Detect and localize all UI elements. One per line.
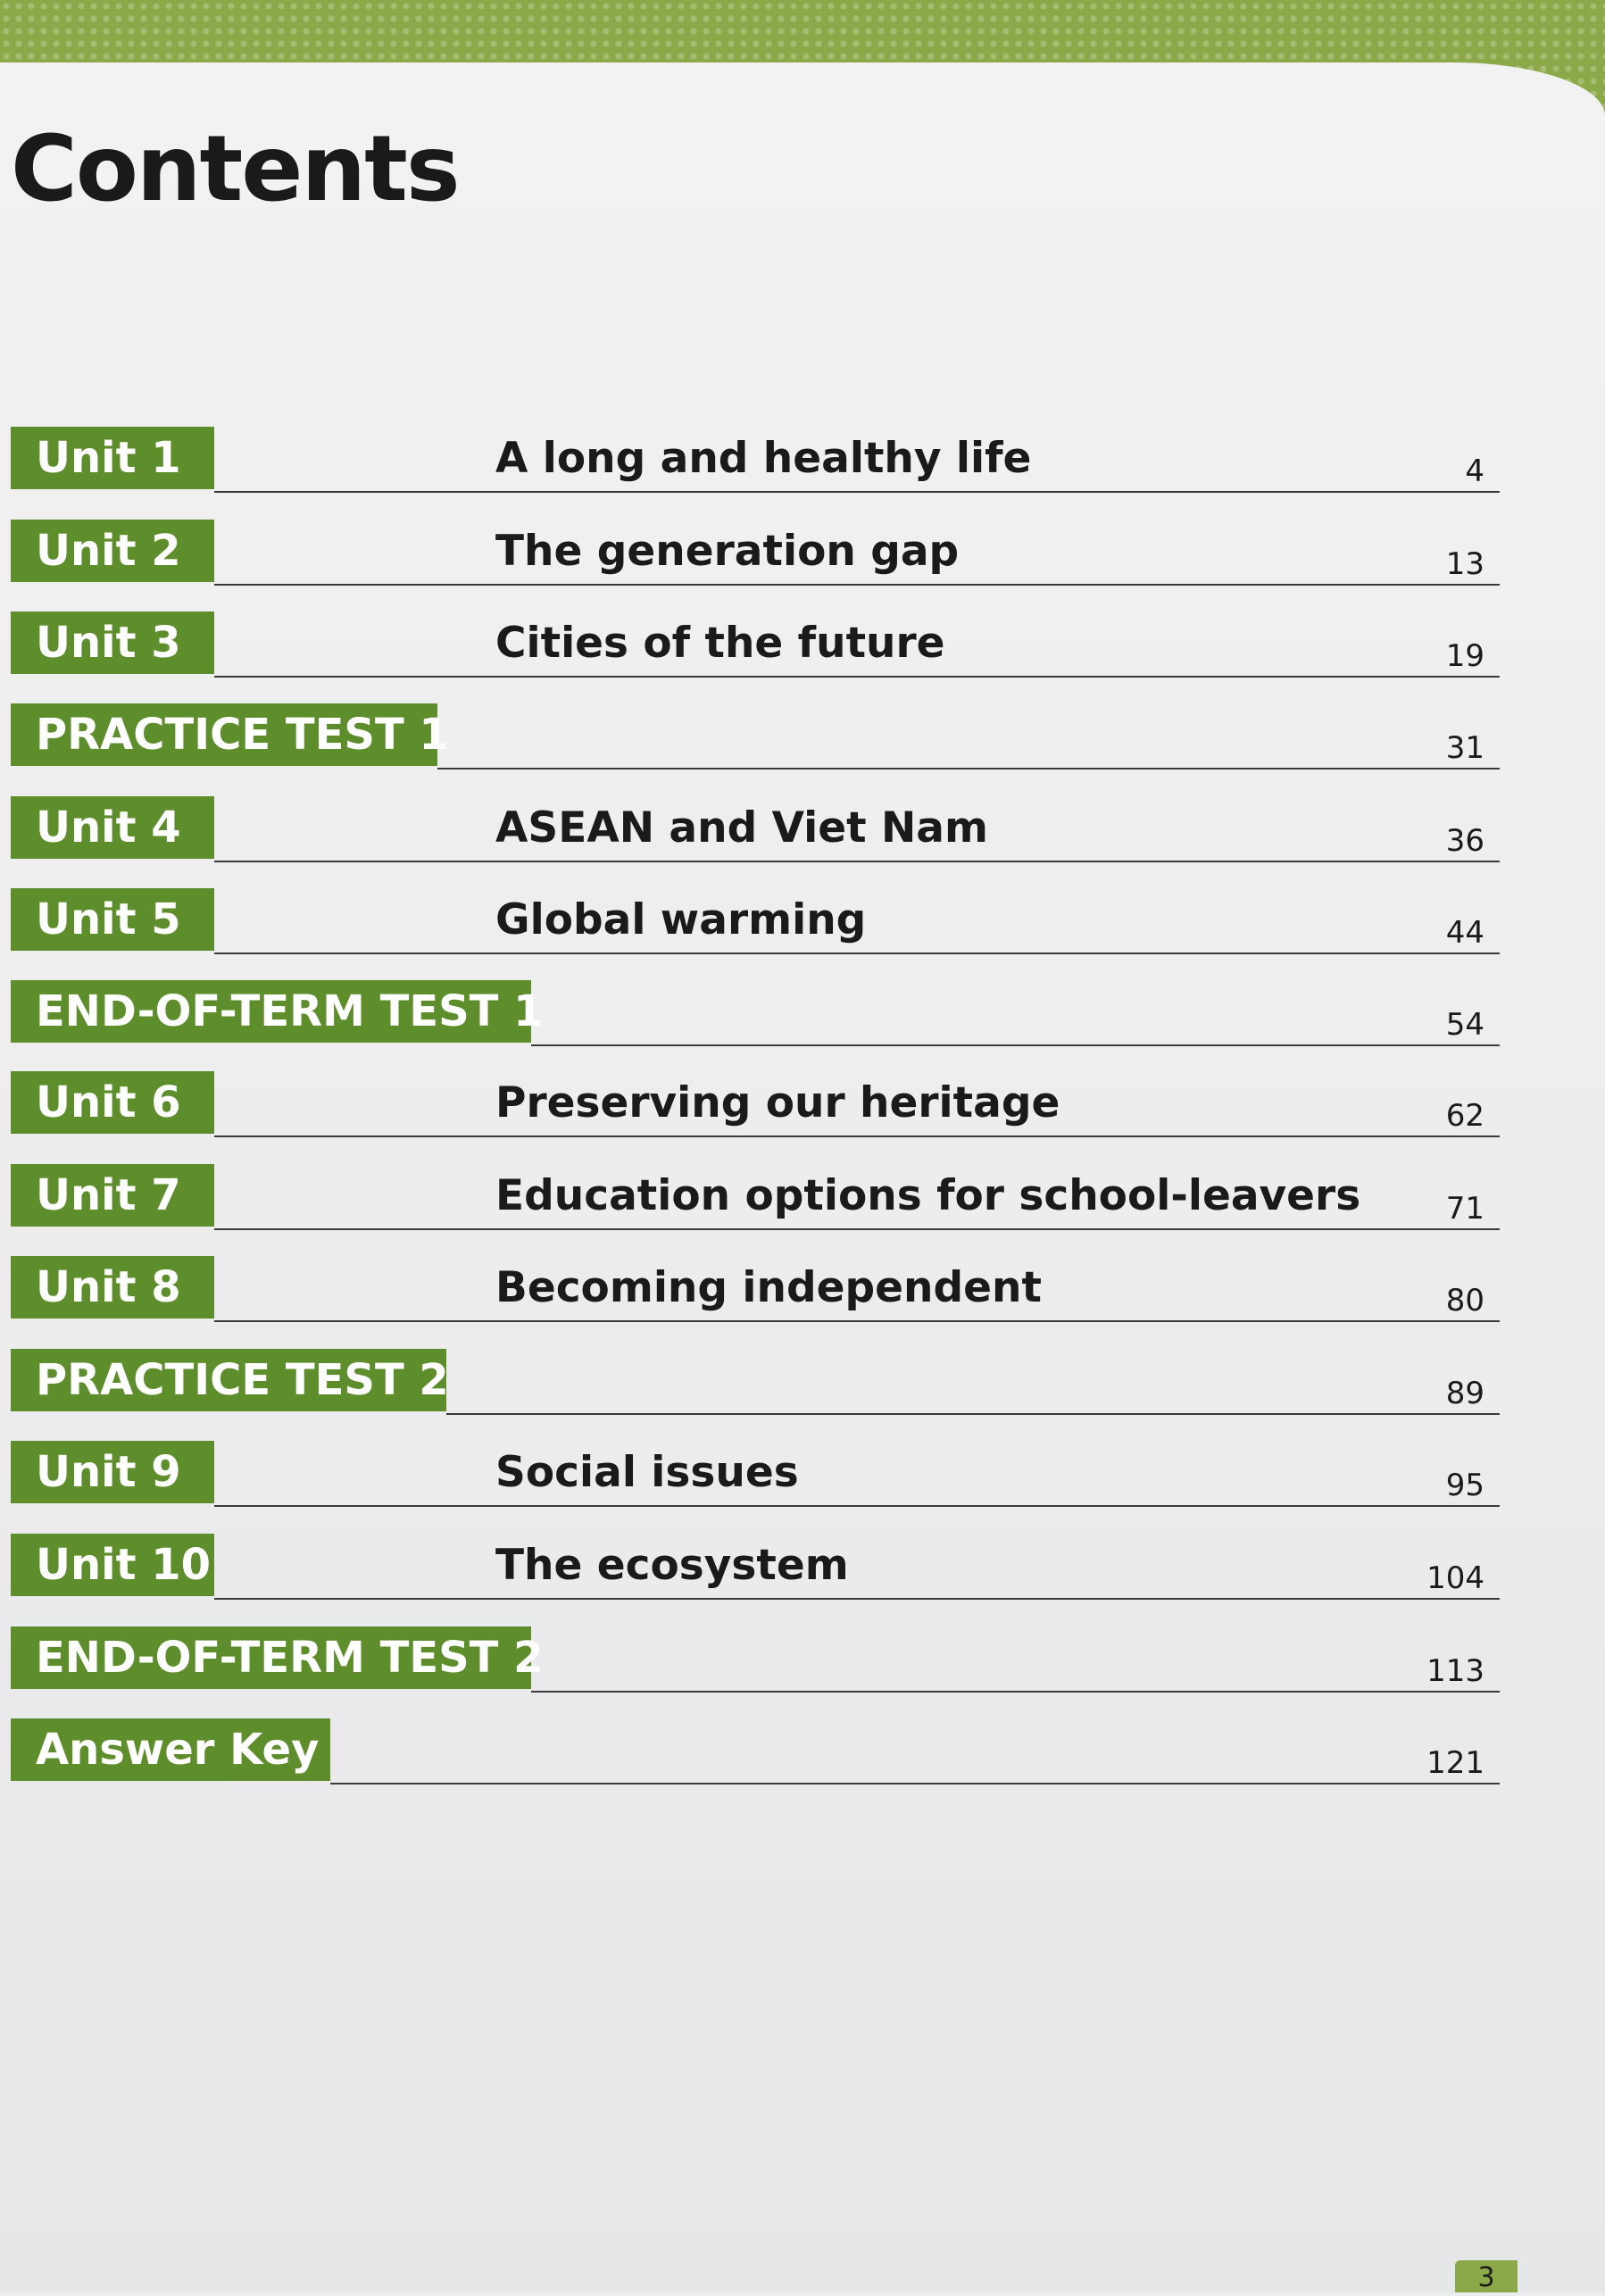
toc-row[interactable] [0,1718,1605,1790]
page-title: Contents [11,116,459,222]
toc-row[interactable] [0,888,1605,960]
toc-label: Cities of the future [495,619,945,668]
toc-tag: Unit 2 [11,520,214,582]
toc-row[interactable] [0,611,1605,683]
toc-label: The generation gap [495,527,960,576]
toc-label: Social issues [495,1448,799,1497]
toc-rule [214,953,1500,954]
toc-page-number: 113 [1426,1653,1484,1689]
toc-tag: Unit 8 [11,1256,214,1319]
toc-label: Education options for school-leavers [495,1171,1361,1220]
toc-page-number: 4 [1465,453,1484,489]
toc-tag: Unit 7 [11,1164,214,1227]
toc-page-number: 89 [1445,1376,1484,1411]
toc-page-number: 121 [1426,1745,1484,1781]
toc-row[interactable] [0,1534,1605,1605]
toc-tag: END-OF-TERM TEST 1 [11,980,531,1043]
toc-page-number: 104 [1426,1560,1484,1596]
toc-tag: Unit 3 [11,611,214,674]
toc-row[interactable] [0,703,1605,775]
toc-page-number: 80 [1445,1283,1484,1319]
toc-row[interactable] [0,1349,1605,1420]
toc-page-number: 19 [1445,638,1484,674]
toc-label: A long and healthy life [495,434,1032,483]
toc-rule [531,1691,1500,1693]
toc-tag: Answer Key [11,1718,330,1781]
toc-row[interactable] [0,427,1605,498]
toc-rule [214,1228,1500,1230]
toc-rule [531,1044,1500,1046]
toc-tag: END-OF-TERM TEST 2 [11,1626,531,1689]
toc-rule [437,768,1500,769]
toc-label: Becoming independent [495,1263,1042,1312]
toc-row[interactable] [0,980,1605,1052]
toc-row[interactable] [0,796,1605,868]
toc-label: Preserving our heritage [495,1078,1060,1127]
toc-rule [214,491,1500,493]
toc-tag: PRACTICE TEST 1 [11,703,437,766]
toc-label: ASEAN and Viet Nam [495,803,988,853]
toc-tag: PRACTICE TEST 2 [11,1349,446,1411]
toc-tag: Unit 4 [11,796,214,859]
toc-row[interactable] [0,1626,1605,1698]
toc-rule [214,1505,1500,1507]
toc-tag: Unit 1 [11,427,214,489]
toc-row[interactable] [0,520,1605,591]
toc-page-number: 31 [1445,730,1484,766]
toc-rule [214,1136,1500,1137]
toc-row[interactable] [0,1441,1605,1512]
toc-rule [214,1320,1500,1322]
toc-page-number: 13 [1445,546,1484,582]
toc-label: Global warming [495,895,867,944]
toc-tag: Unit 6 [11,1071,214,1134]
toc-page-number: 44 [1445,915,1484,951]
toc-row[interactable] [0,1071,1605,1143]
toc-rule [214,676,1500,678]
toc-page-number: 95 [1445,1468,1484,1503]
toc-tag: Unit 9 [11,1441,214,1503]
toc-tag: Unit 5 [11,888,214,951]
toc-page-number: 71 [1445,1191,1484,1227]
toc-rule [214,1598,1500,1600]
toc-page-number: 62 [1445,1098,1484,1134]
page-number: 3 [1455,2260,1518,2292]
toc-rule [214,584,1500,586]
toc-page-number: 36 [1445,823,1484,859]
toc-row[interactable] [0,1256,1605,1327]
toc-rule [214,861,1500,862]
toc-page-number: 54 [1445,1007,1484,1043]
toc-label: The ecosystem [495,1541,849,1590]
toc-row[interactable] [0,1164,1605,1235]
toc-tag: Unit 10 [11,1534,214,1596]
toc-rule [330,1783,1500,1784]
toc-rule [446,1413,1500,1415]
